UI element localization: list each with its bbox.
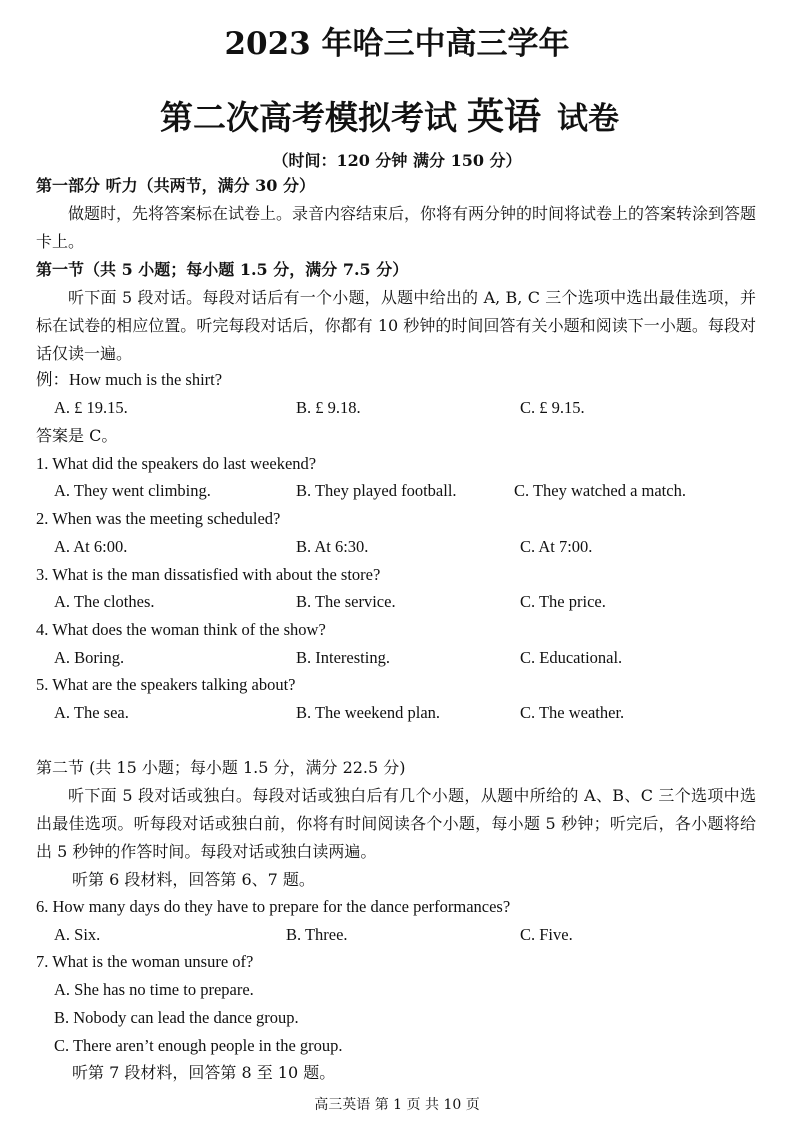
section2-instruction: 听下面 5 段对话或独白。每段对话或独白后有几个小题，从题中所给的 A、B、C 三个选项中选出最佳选项。听每段对话或独白前，你将有时间阅读各个小题，每小题 5 秒钟；听完后，各小题将给出 5 秒钟的作答时间。每段对话或独白读两遍。 xyxy=(36,786,756,861)
section2-heading: 第二节 (共 15 小题；每小题 1.5 分，满分 22.5 分) xyxy=(36,758,406,777)
example-answer: 答案是 C。 xyxy=(36,426,118,445)
question-2: 2. When was the meeting scheduled? xyxy=(36,509,281,528)
page-footer: 高三英语 第 1 页 共 10 页 xyxy=(314,1097,480,1113)
example-option-b: B. £ 9.18. xyxy=(296,398,361,417)
q5-option-c: C. The weather. xyxy=(520,703,625,722)
school-title: 2023 年哈三中高三学年 xyxy=(224,26,570,62)
q7-option-a: A. She has no time to prepare. xyxy=(54,980,254,999)
q2-option-a: A. At 6:00. xyxy=(54,537,128,556)
q5-option-a: A. The sea. xyxy=(54,703,129,722)
q1-option-a: A. They went climbing. xyxy=(54,481,211,500)
q3-option-b: B. The service. xyxy=(296,592,396,611)
q6-option-a: A. Six. xyxy=(54,925,101,944)
material-6-note: 听第 6 段材料，回答第 6、7 题。 xyxy=(72,870,315,889)
exam-paper-label: 试卷 xyxy=(557,101,619,137)
part1-instruction: 做题时，先将答案标在试卷上。录音内容结束后，你将有两分钟的时间将试卷上的答案转涂到答题卡上。 xyxy=(36,204,757,251)
question-7: 7. What is the woman unsure of? xyxy=(36,952,254,971)
q7-option-c: C. There aren’t enough people in the group. xyxy=(54,1036,343,1055)
question-5: 5. What are the speakers talking about? xyxy=(36,675,296,694)
q1-option-b: B. They played football. xyxy=(296,481,457,500)
time-score-note: （时间：120 分钟 满分 150 分） xyxy=(272,151,522,170)
question-4: 4. What does the woman think of the show? xyxy=(36,620,326,639)
q4-option-b: B. Interesting. xyxy=(296,648,390,667)
q1-option-c: C. They watched a match. xyxy=(514,481,686,500)
example-option-c: C. £ 9.15. xyxy=(520,398,585,417)
section1-heading: 第一节（共 5 小题；每小题 1.5 分，满分 7.5 分） xyxy=(36,260,409,279)
question-6: 6. How many days do they have to prepare for the dance performances? xyxy=(36,897,511,916)
exam-title xyxy=(160,86,619,140)
q2-option-b: B. At 6:30. xyxy=(296,537,369,556)
q3-option-c: C. The price. xyxy=(520,592,606,611)
q4-option-a: A. Boring. xyxy=(54,648,125,667)
q6-option-b: B. Three. xyxy=(286,925,348,944)
exam-name: 第二次高考模拟考试 xyxy=(160,98,457,137)
q6-option-c: C. Five. xyxy=(520,925,573,944)
q5-option-b: B. The weekend plan. xyxy=(296,703,441,722)
q7-option-b: B. Nobody can lead the dance group. xyxy=(54,1008,299,1027)
part1-heading: 第一部分 听力（共两节，满分 30 分） xyxy=(36,176,315,195)
question-3: 3. What is the man dissatisfied with about the store? xyxy=(36,565,381,584)
example-question: 例：How much is the shirt? xyxy=(36,370,223,389)
section1-instruction: 听下面 5 段对话。每段对话后有一个小题，从题中给出的 A, B, C 三个选项中选出最佳选项，并标在试卷的相应位置。听完每段对话后，你都有 10 秒钟的时间回答有关小题和阅读下一小题。每段对话仅读一遍。 xyxy=(36,288,756,363)
example-option-a: A. £ 19.15. xyxy=(54,398,128,417)
q3-option-a: A. The clothes. xyxy=(54,592,155,611)
q2-option-c: C. At 7:00. xyxy=(520,537,593,556)
q4-option-c: C. Educational. xyxy=(520,648,623,667)
material-7-note: 听第 7 段材料，回答第 8 至 10 题。 xyxy=(72,1063,336,1082)
exam-subject: 英语 xyxy=(467,94,541,138)
question-1: 1. What did the speakers do last weekend? xyxy=(36,454,317,473)
